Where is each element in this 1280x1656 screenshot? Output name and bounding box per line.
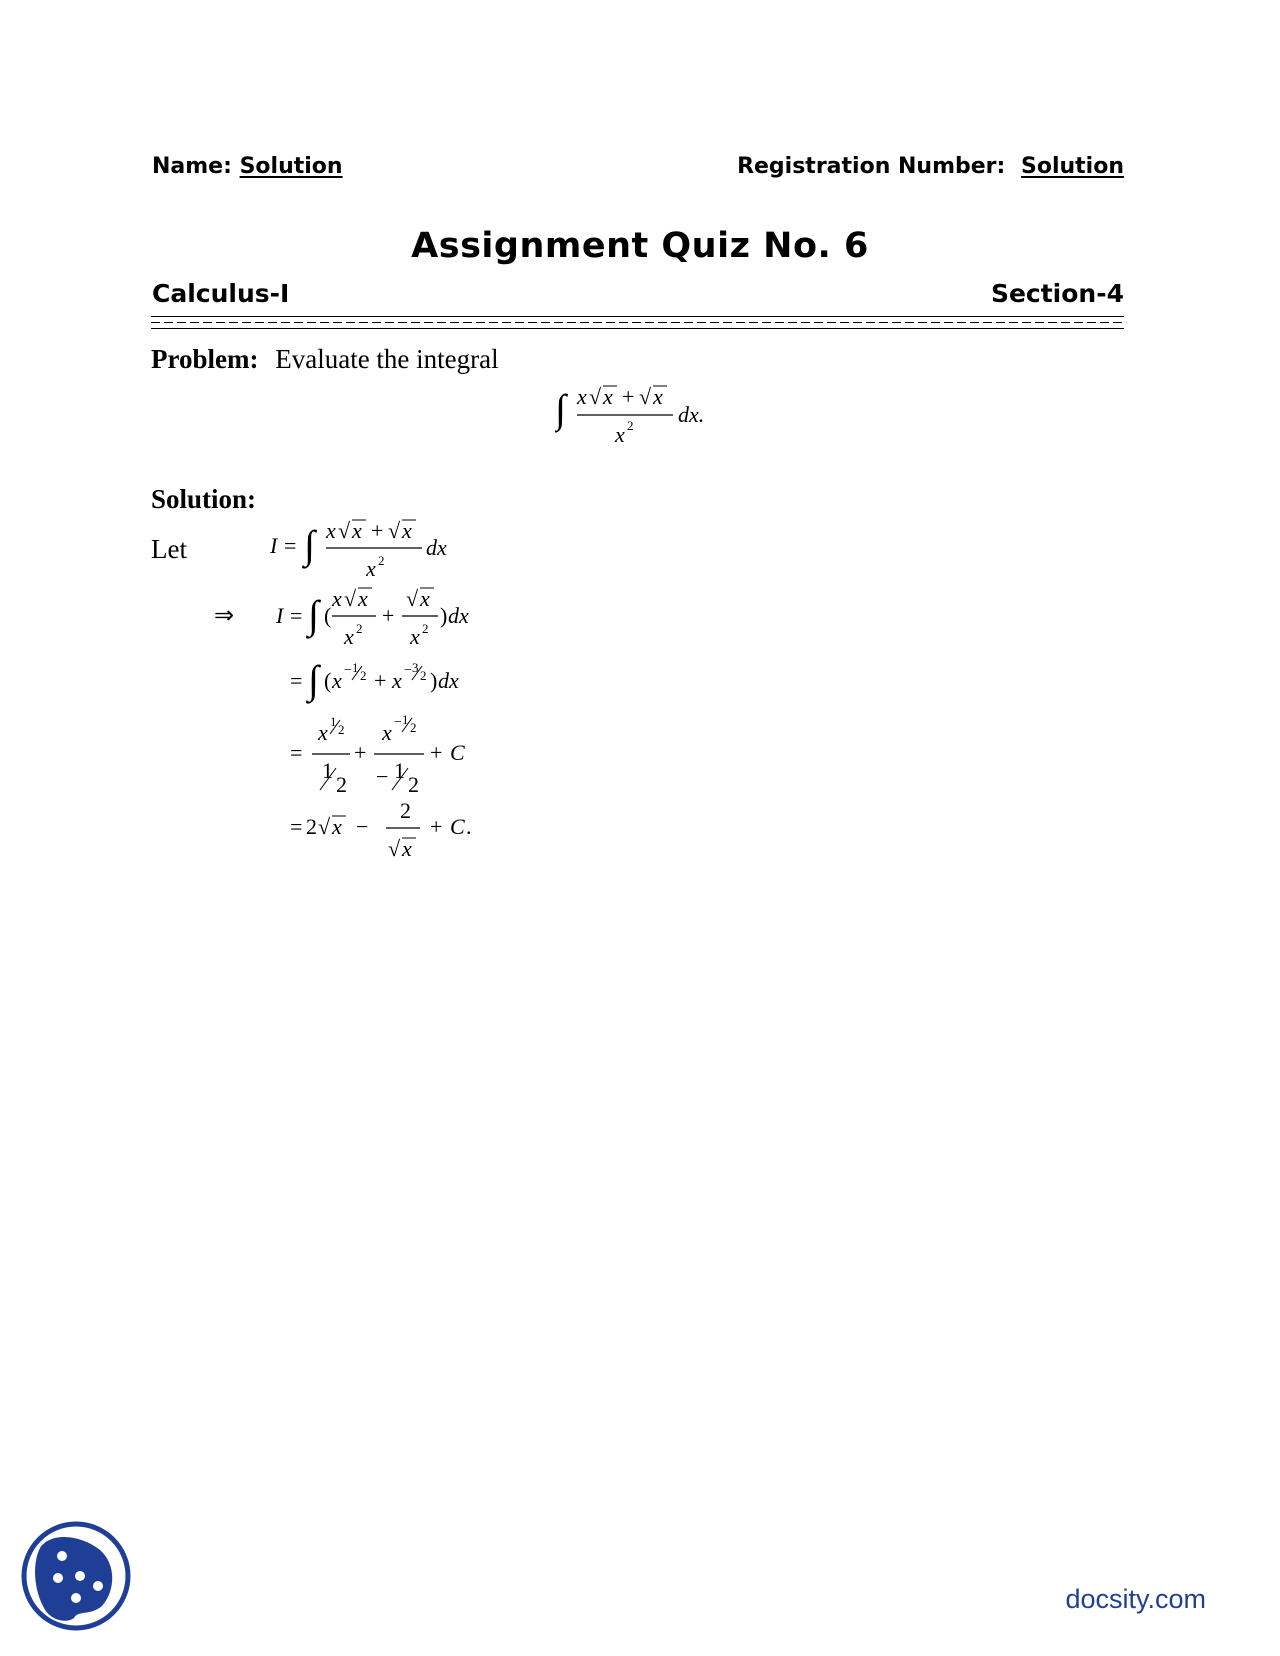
svg-text:): ) [430, 668, 438, 693]
svg-text:(: ( [324, 603, 332, 628]
svg-text:+: + [374, 668, 387, 693]
separator-rule [151, 316, 1124, 329]
svg-text:x: x [332, 668, 342, 693]
svg-text:⇒: ⇒ [214, 603, 235, 629]
svg-text:=: = [290, 668, 303, 693]
svg-text:I: I [276, 603, 284, 628]
svg-text:2: 2 [356, 621, 363, 636]
svg-text:x: x [332, 586, 342, 611]
svg-text:1: 1 [330, 714, 337, 729]
solution-heading: Solution: [151, 484, 257, 514]
svg-text:x: x [358, 586, 368, 611]
svg-text:=: = [290, 740, 303, 765]
svg-text:+: + [371, 518, 384, 543]
svg-text:∫: ∫ [308, 592, 319, 637]
svg-text:1: 1 [322, 758, 333, 783]
svg-text:2: 2 [410, 720, 417, 735]
svg-text:−: − [344, 663, 352, 678]
problem-integral-formula [555, 374, 735, 450]
svg-text:x: x [326, 518, 336, 543]
svg-text:dx.: dx. [678, 402, 705, 427]
solution-step-3 [290, 650, 510, 710]
svg-text:I: I [270, 533, 278, 558]
svg-text:√: √ [338, 518, 351, 543]
svg-text:x: x [344, 624, 354, 649]
registration-label: Registration Number: [737, 154, 1006, 179]
name-value: Solution [239, 154, 343, 179]
solution-step-4 [290, 708, 510, 800]
svg-text:+: + [430, 740, 443, 765]
svg-text:√: √ [639, 384, 652, 409]
svg-text:x: x [615, 422, 625, 447]
problem-statement [151, 344, 499, 375]
docsity-logo-icon [20, 1520, 132, 1632]
name-label: Name: [152, 154, 232, 179]
svg-text:x: x [410, 624, 420, 649]
svg-text:x: x [577, 384, 587, 409]
solution-step-2 [210, 580, 490, 656]
svg-text:x: x [402, 518, 412, 543]
svg-text:3: 3 [412, 660, 419, 675]
svg-text:2: 2 [420, 668, 427, 683]
svg-text:1: 1 [352, 660, 359, 675]
svg-text:2: 2 [336, 772, 347, 797]
svg-text:x: x [382, 720, 392, 745]
svg-text:x: x [366, 556, 376, 581]
problem-text: Evaluate the integral [275, 344, 499, 374]
svg-text:2: 2 [360, 668, 367, 683]
svg-text:−: − [404, 663, 412, 678]
svg-text:√: √ [344, 586, 357, 611]
svg-text:x: x [352, 518, 362, 543]
svg-text:+: + [354, 740, 367, 765]
registration-field [737, 154, 1124, 179]
svg-text:2: 2 [306, 814, 317, 839]
svg-text:2: 2 [422, 621, 429, 636]
svg-text:dx: dx [438, 668, 459, 693]
svg-text:+: + [622, 384, 635, 409]
svg-text:2: 2 [338, 722, 345, 737]
section-name: Section-4 [990, 279, 1124, 308]
svg-text:x: x [420, 586, 430, 611]
svg-text:.: . [466, 814, 472, 839]
svg-text:=: = [290, 814, 303, 839]
solution-step-5 [290, 796, 510, 872]
svg-text:=: = [290, 603, 303, 628]
solution-step-1 [270, 510, 470, 586]
svg-text:2: 2 [378, 553, 385, 568]
let-word: Let [151, 534, 187, 564]
svg-text:2: 2 [408, 772, 419, 797]
svg-text:√: √ [406, 586, 419, 611]
svg-text:1: 1 [394, 758, 405, 783]
svg-text:(: ( [324, 668, 332, 693]
svg-text:x: x [603, 384, 613, 409]
docsity-brand-text[interactable]: docsity.com [1065, 1584, 1206, 1614]
svg-text:∫: ∫ [304, 522, 315, 567]
svg-text:x: x [392, 668, 402, 693]
svg-text:−: − [394, 715, 402, 730]
svg-text:2: 2 [627, 418, 634, 433]
name-field [152, 154, 343, 179]
svg-text:∫: ∫ [308, 657, 319, 702]
svg-text:x: x [318, 720, 328, 745]
svg-text:√: √ [318, 814, 331, 839]
svg-text:∫: ∫ [555, 386, 566, 431]
svg-text:C: C [450, 740, 465, 765]
svg-text:√: √ [388, 518, 401, 543]
svg-text:C: C [450, 814, 465, 839]
svg-text:+: + [430, 814, 443, 839]
registration-value: Solution [1021, 154, 1124, 179]
svg-text:x: x [332, 814, 342, 839]
svg-text:√: √ [388, 836, 401, 861]
page-title: Assignment Quiz No. 6 [411, 226, 869, 266]
svg-text:x: x [402, 836, 412, 861]
svg-text:dx: dx [448, 603, 469, 628]
svg-text:−: − [356, 814, 369, 839]
problem-label: Problem: [151, 344, 259, 374]
svg-text:): ) [440, 603, 448, 628]
svg-text:−: − [376, 764, 389, 789]
svg-text:=: = [284, 533, 297, 558]
svg-text:+: + [382, 603, 395, 628]
svg-text:dx: dx [426, 535, 447, 560]
svg-text:x: x [653, 384, 663, 409]
svg-text:√: √ [589, 384, 602, 409]
svg-text:1: 1 [402, 712, 409, 727]
svg-text:2: 2 [400, 798, 411, 823]
course-name: Calculus-I [152, 279, 290, 308]
